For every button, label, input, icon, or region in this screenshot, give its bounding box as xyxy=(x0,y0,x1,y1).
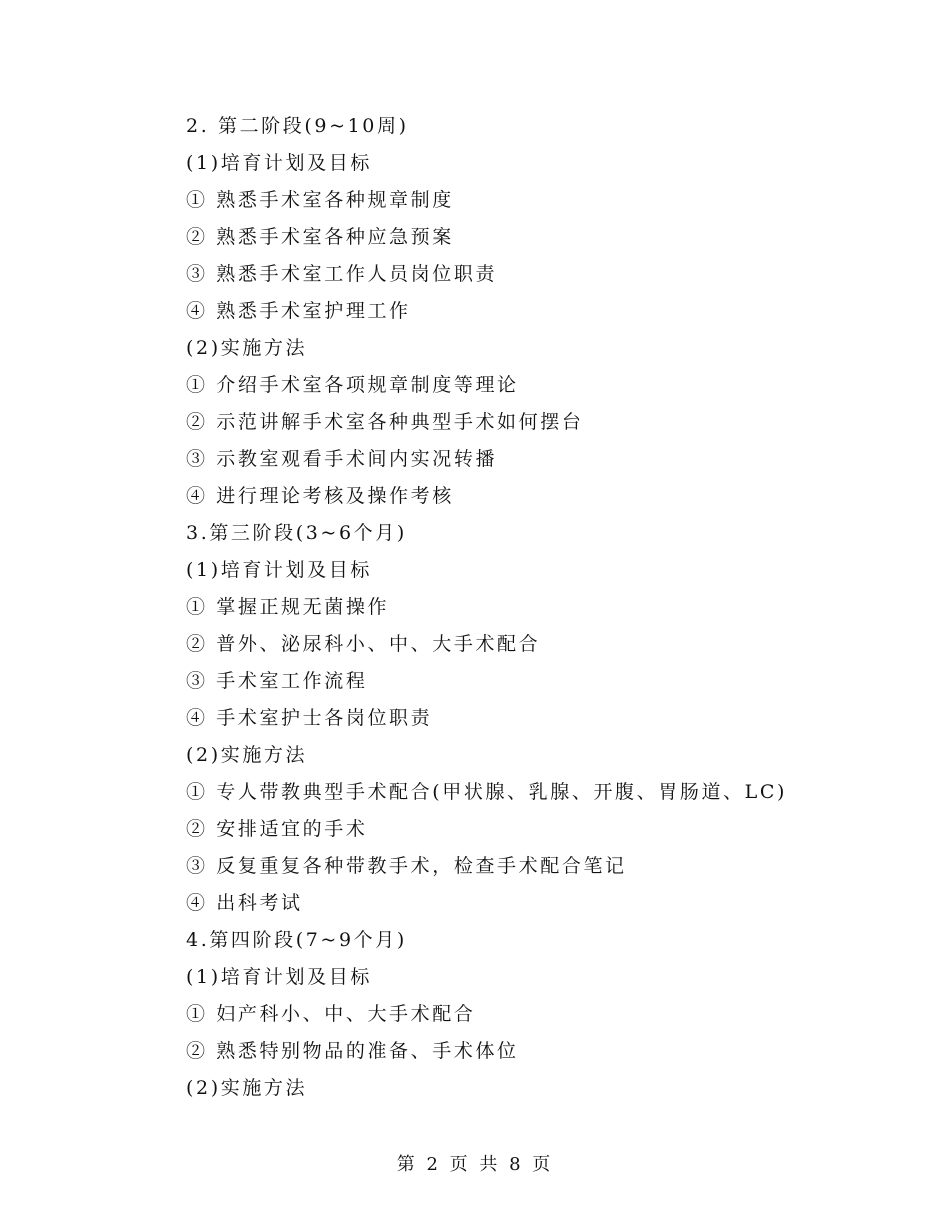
list-item: ③ 手术室工作流程 xyxy=(186,670,368,692)
list-item: ② 示范讲解手术室各种典型手术如何摆台 xyxy=(186,411,584,433)
list-item: ① 掌握正规无菌操作 xyxy=(186,596,390,618)
list-item: ② 熟悉手术室各种应急预案 xyxy=(186,226,454,248)
section-heading-stage-4: 4.第四阶段(7~9个月) xyxy=(186,929,407,951)
subheading-methods: (2)实施方法 xyxy=(186,1077,308,1099)
list-item: ② 熟悉特别物品的准备、手术体位 xyxy=(186,1040,519,1062)
subheading-plan-goals: (1)培育计划及目标 xyxy=(186,559,372,581)
list-item: ③ 示教室观看手术间内实况转播 xyxy=(186,448,498,470)
subheading-methods: (2)实施方法 xyxy=(186,744,308,766)
list-item: ④ 进行理论考核及操作考核 xyxy=(186,485,454,507)
list-item: ① 妇产科小、中、大手术配合 xyxy=(186,1003,476,1025)
list-item: ④ 手术室护士各岗位职责 xyxy=(186,707,433,729)
list-item: ① 介绍手术室各项规章制度等理论 xyxy=(186,374,519,396)
page-number-footer: 第 2 页 共 8 页 xyxy=(396,1154,554,1175)
subheading-plan-goals: (1)培育计划及目标 xyxy=(186,152,372,174)
list-item: ③ 熟悉手术室工作人员岗位职责 xyxy=(186,263,498,285)
list-item: ② 安排适宜的手术 xyxy=(186,818,368,840)
section-heading-stage-3: 3.第三阶段(3~6个月) xyxy=(186,522,407,544)
list-item: ② 普外、泌尿科小、中、大手术配合 xyxy=(186,633,541,655)
document-body xyxy=(186,108,866,1107)
list-item: ④ 出科考试 xyxy=(186,892,303,914)
section-heading-stage-2: 2. 第二阶段(9~10周) xyxy=(186,115,409,137)
list-item: ③ 反复重复各种带教手术，检查手术配合笔记 xyxy=(186,855,627,877)
list-item: ① 熟悉手术室各种规章制度 xyxy=(186,189,454,211)
list-item: ④ 熟悉手术室护理工作 xyxy=(186,300,411,322)
list-item: ① 专人带教典型手术配合(甲状腺、乳腺、开腹、胃肠道、LC) xyxy=(186,781,788,803)
subheading-methods: (2)实施方法 xyxy=(186,337,308,359)
subheading-plan-goals: (1)培育计划及目标 xyxy=(186,966,372,988)
